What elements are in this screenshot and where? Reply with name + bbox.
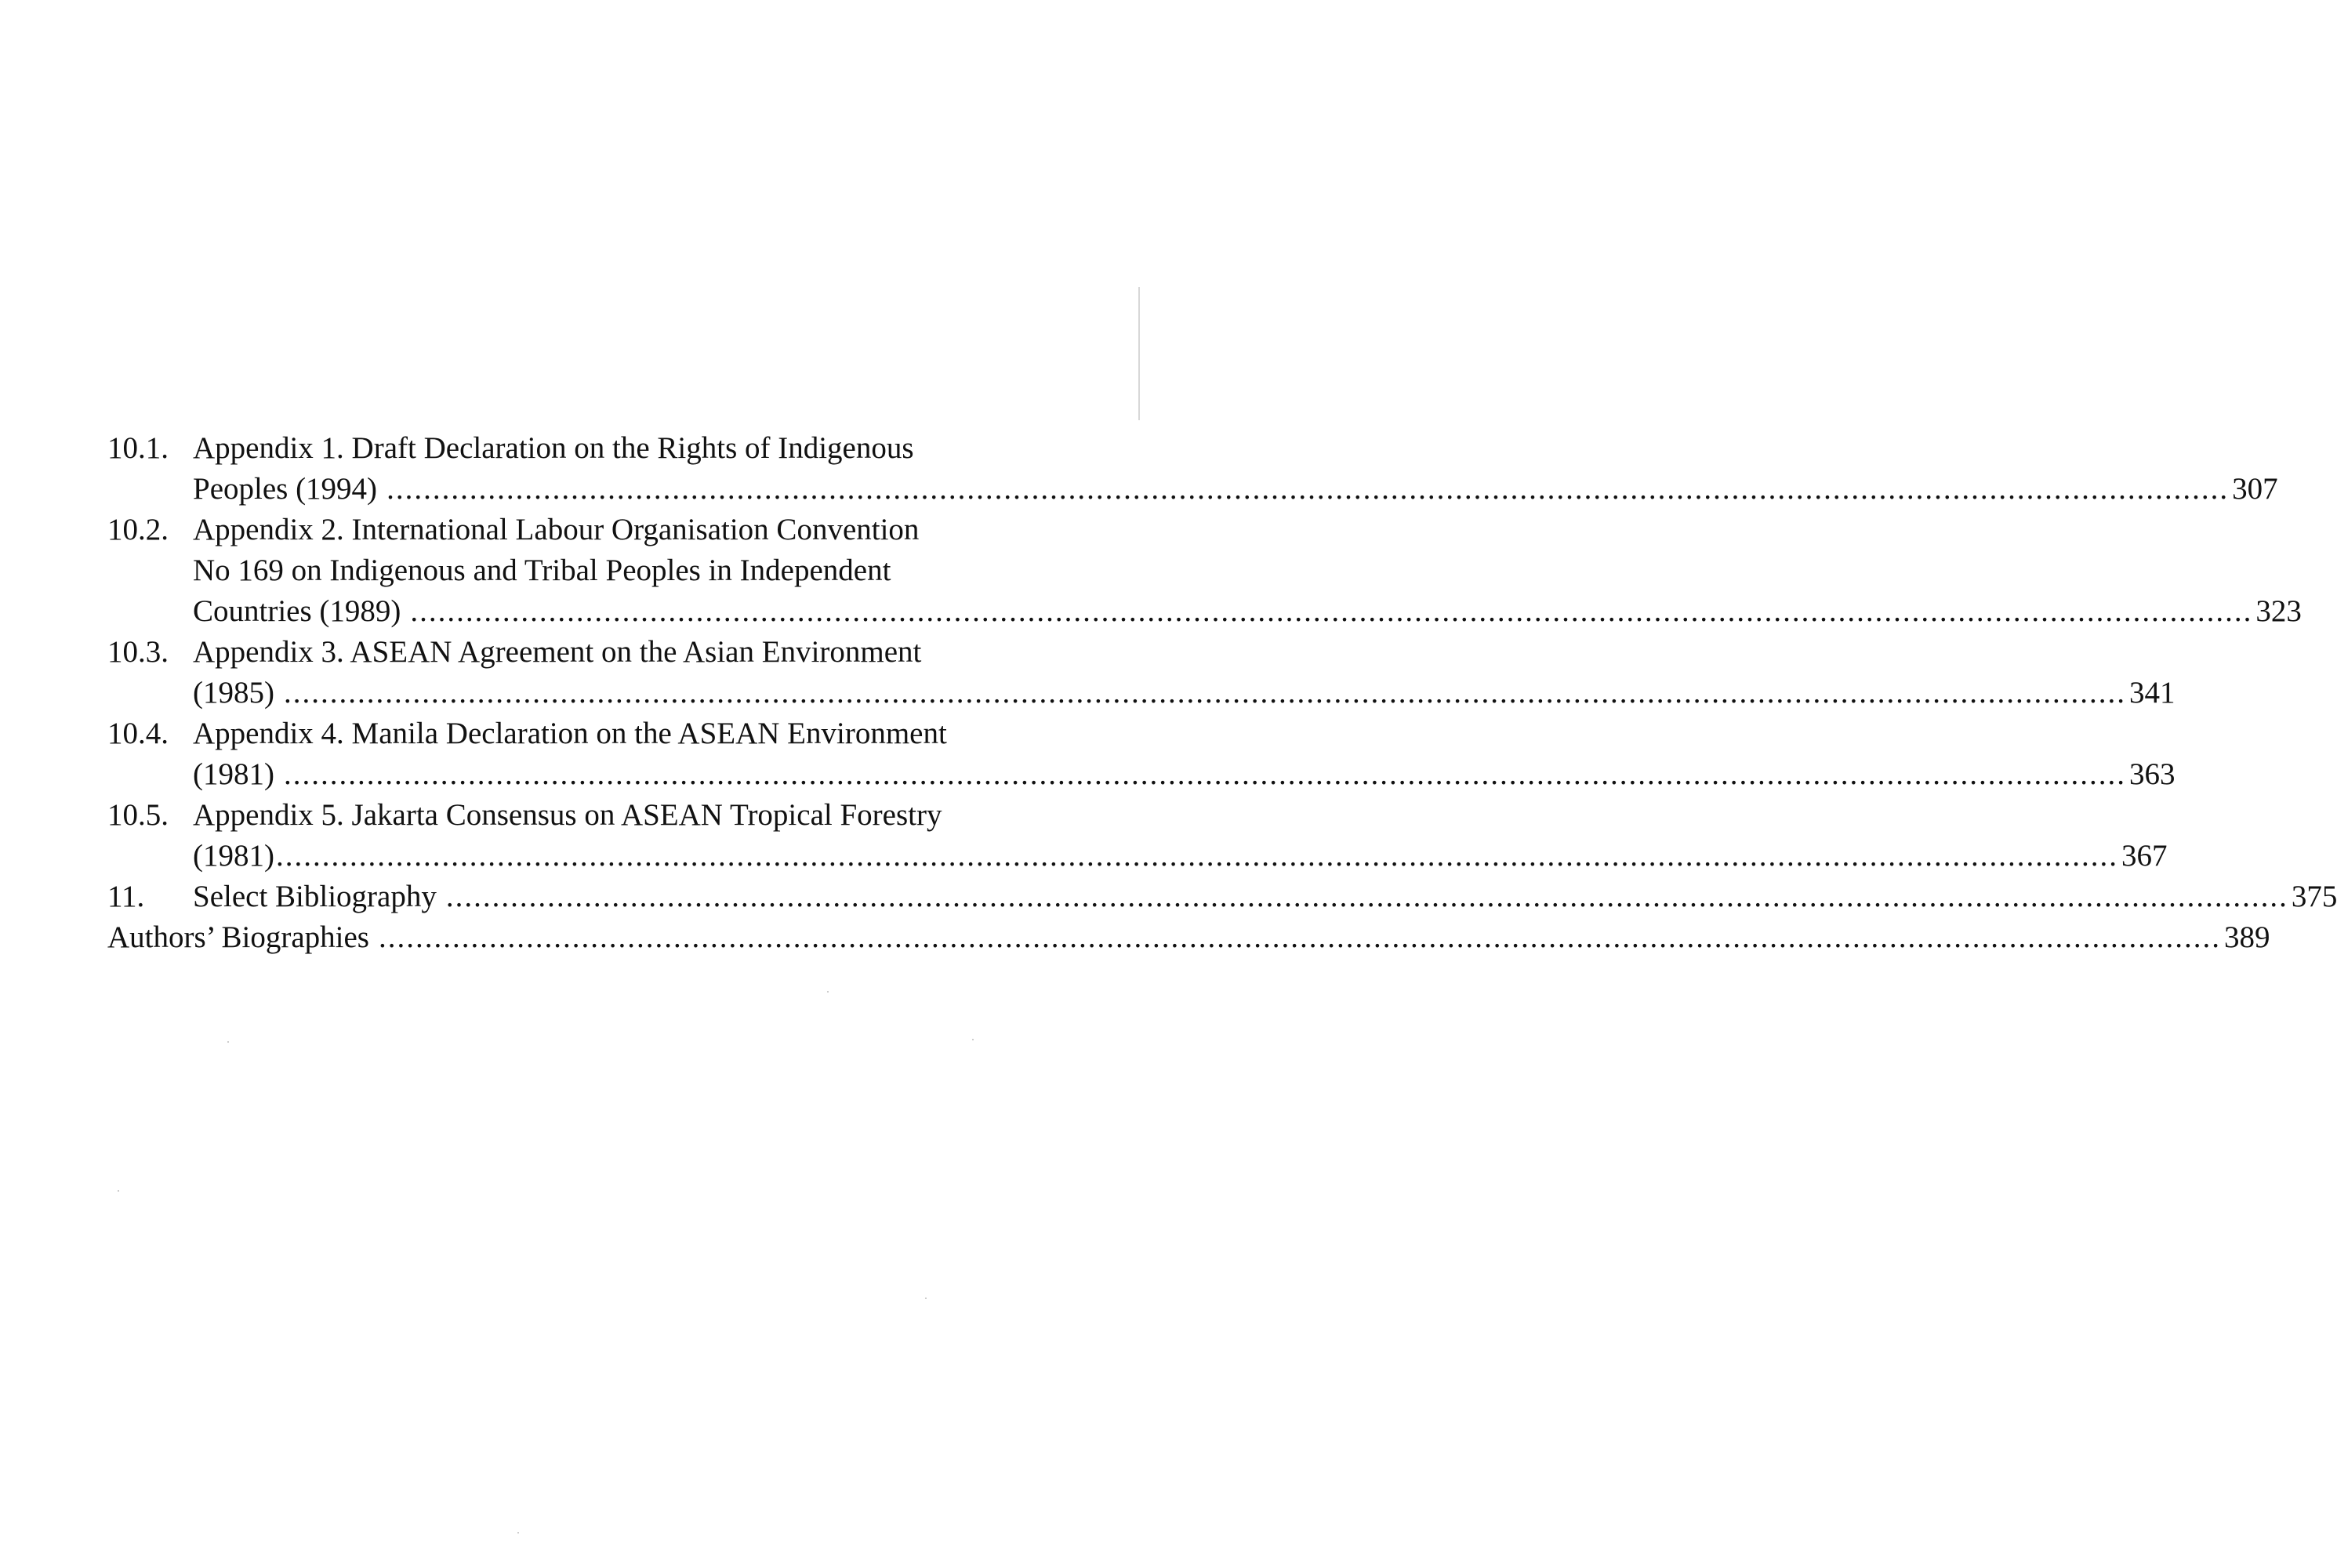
toc-page-number: 341 [2128, 676, 2176, 710]
toc-entry-10-1 [107, 428, 2278, 510]
toc-page-number: 307 [2232, 472, 2278, 506]
toc-entry-title-line: Appendix 4. Manila Declaration on the ASEAN Environment [193, 717, 947, 750]
scan-speck [925, 1298, 927, 1299]
scan-speck [972, 1039, 974, 1040]
toc-entry-number: 11. [107, 880, 145, 913]
toc-entry-title-line: Select Bibliography [193, 880, 437, 913]
toc-entry-10-5 [107, 795, 2168, 877]
toc-entry-title-line: (1981) [193, 757, 274, 791]
scan-speck [827, 991, 829, 993]
toc-entry-title-line: Countries (1989) [193, 594, 401, 628]
toc-entry-title-line: Appendix 1. Draft Declaration on the Rights of Indigenous [193, 431, 914, 465]
dot-leader: ........................................................................................................................................................................................................ [445, 880, 2288, 913]
toc-page-number: 389 [2223, 920, 2270, 954]
toc-entry-title-line: Peoples (1994) [193, 472, 378, 506]
scan-speck [118, 1190, 119, 1192]
dot-leader: ........................................................................................................................................................................................................ [410, 594, 2253, 628]
dot-leader: ........................................................................................................................................................................................................ [275, 839, 2118, 873]
scan-edge-line [1138, 287, 1140, 420]
toc-entry-title-line: Authors’ Biographies [107, 920, 369, 954]
dot-leader: ........................................................................................................................................................................................................ [283, 757, 2126, 791]
toc-entry-authors-biographies [107, 917, 2270, 958]
toc-entry-11 [107, 877, 2337, 917]
toc-page-number: 363 [2128, 757, 2176, 791]
toc-page-number: 367 [2121, 839, 2168, 873]
toc-entry-title-line: (1981) [193, 839, 274, 873]
toc-entry-number: 10.3. [107, 635, 169, 669]
scan-speck [517, 1532, 519, 1534]
scan-speck [227, 1041, 229, 1043]
dot-leader: ........................................................................................................................................................................................................ [386, 472, 2230, 506]
toc-entry-number: 10.5. [107, 798, 169, 832]
toc-entry-number: 10.4. [107, 717, 169, 750]
toc-entry-title-line: Appendix 2. International Labour Organisation Convention [193, 513, 920, 546]
toc-page-number: 375 [2291, 880, 2337, 913]
toc-entry-number: 10.1. [107, 431, 169, 465]
dot-leader: ........................................................................................................................................................................................................ [283, 676, 2126, 710]
toc-entry-number: 10.2. [107, 513, 169, 546]
toc-entry-title-line: No 169 on Indigenous and Tribal Peoples in Independent [193, 554, 891, 587]
toc-entry-10-4 [107, 713, 2176, 795]
table-of-contents [107, 428, 2337, 958]
toc-entry-10-3 [107, 632, 2176, 713]
toc-page-number: 323 [2255, 594, 2302, 628]
toc-entry-title-line: Appendix 5. Jakarta Consensus on ASEAN Tropical Forestry [193, 798, 942, 832]
toc-entry-title-line: (1985) [193, 676, 274, 710]
toc-entry-10-2 [107, 510, 2302, 632]
dot-leader: ........................................................................................................................................................................................................ [378, 920, 2221, 954]
toc-entry-title-line: Appendix 3. ASEAN Agreement on the Asian Environment [193, 635, 922, 669]
